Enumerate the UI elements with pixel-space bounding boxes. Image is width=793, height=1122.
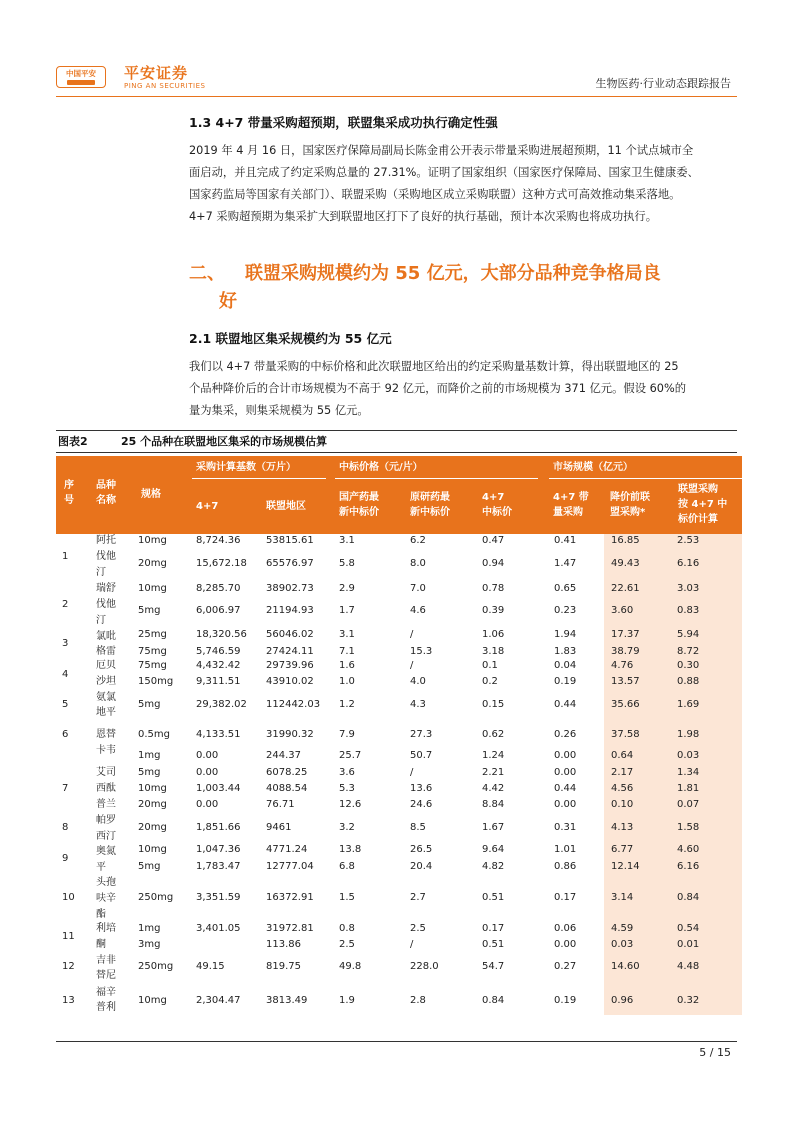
cell-mkt-alliance: 1.98 [677,729,700,740]
header-mkt-pre: 降价前联 盟采购* [610,492,650,518]
cell-drug-name: 地平 [96,707,116,718]
cell-base-alliance: 6078.25 [266,767,308,778]
cell-price-domestic: 3.1 [339,629,355,640]
cell-base-alliance: 31990.32 [266,729,314,740]
cell-spec: 75mg [138,646,167,657]
cell-mkt-pre: 16.85 [611,535,640,546]
cell-drug-name: 普兰 [96,799,116,810]
cell-seq: 4 [62,669,69,680]
header-spec: 规格 [141,489,161,500]
cell-price-original: 13.6 [410,783,433,794]
cell-price-original: 2.5 [410,923,426,934]
cell-drug-name: 头孢 [96,877,116,888]
header-price-47: 4+7 中标价 [482,492,512,518]
cell-base-alliance: 53815.61 [266,535,314,546]
cell-spec: 10mg [138,995,167,1006]
cell-mkt-alliance: 6.16 [677,861,700,872]
cell-mkt-alliance: 0.83 [677,605,700,616]
cell-price-original: 4.3 [410,699,426,710]
cell-seq: 2 [62,599,69,610]
section-2-title-line2: 好 [219,291,237,312]
cell-base-alliance: 4771.24 [266,844,308,855]
cell-base-47: 1,003.44 [196,783,241,794]
cell-spec: 150mg [138,676,174,687]
cell-base-47: 6,006.97 [196,605,241,616]
cell-base-alliance: 38902.73 [266,583,314,594]
cell-base-47: 18,320.56 [196,629,247,640]
cell-price-original: 4.0 [410,676,426,687]
cell-base-alliance: 819.75 [266,961,301,972]
cell-mkt-pre: 4.59 [611,923,634,934]
cell-price-original: / [410,629,414,640]
header-base-alliance: 联盟地区 [266,501,306,512]
cell-drug-name: 奥氮 [96,846,116,857]
cell-mkt-pre: 4.13 [611,822,634,833]
section-2-1-title: 2.1 联盟地区集采规模约为 55 亿元 [189,331,392,346]
cell-base-alliance: 65576.97 [266,558,314,569]
figure-label: 图表2 [58,435,88,448]
cell-price-domestic: 1.2 [339,699,355,710]
cell-price-47: 8.84 [482,799,505,810]
cell-mkt-alliance: 4.60 [677,844,700,855]
section-1-3-title: 1.3 4+7 带量采购超预期，联盟集采成功执行确定性强 [189,115,498,130]
paragraph-line: 4+7 采购超预期为集采扩大到联盟地区打下了良好的执行基础，预计本次采购也将成功执行。 [189,210,658,223]
cell-price-domestic: 3.6 [339,767,355,778]
cell-base-alliance: 29739.96 [266,660,314,671]
header-group-price: 中标价格（元/片） [339,462,423,473]
cell-price-domestic: 5.8 [339,558,355,569]
cell-seq: 13 [62,995,75,1006]
cell-price-47: 0.39 [482,605,505,616]
cell-price-47: 2.21 [482,767,505,778]
header-mkt-alliance: 联盟采购 按 4+7 中 标价计算 [678,484,728,525]
cell-drug-name: 汀 [96,567,106,578]
cell-base-alliance: 112442.03 [266,699,321,710]
cell-price-47: 3.18 [482,646,505,657]
cell-price-original: 20.4 [410,861,433,872]
cell-seq: 6 [62,729,69,740]
cell-price-domestic: 1.5 [339,892,355,903]
cell-price-47: 0.84 [482,995,505,1006]
cell-base-alliance: 56046.02 [266,629,314,640]
cell-base-47: 8,285.70 [196,583,241,594]
paragraph-line: 2019 年 4 月 16 日，国家医疗保障局副局长陈金甫公开表示带量采购进展超预期，11 个试点城市全 [189,144,694,157]
cell-drug-name: 酮 [96,939,106,950]
cell-price-original: / [410,767,414,778]
cell-mkt-47: 0.26 [554,729,577,740]
cell-drug-name: 酯 [96,909,106,920]
cell-base-47: 1,783.47 [196,861,241,872]
cell-mkt-alliance: 1.69 [677,699,700,710]
cell-spec: 1mg [138,923,161,934]
cell-price-domestic: 1.9 [339,995,355,1006]
cell-mkt-47: 1.47 [554,558,577,569]
cell-spec: 20mg [138,799,167,810]
cell-price-47: 0.15 [482,699,505,710]
cell-drug-name: 平 [96,862,106,873]
cell-drug-name: 恩替 [96,729,116,740]
cell-spec: 10mg [138,535,167,546]
cell-mkt-pre: 0.64 [611,750,634,761]
cell-price-original: 2.8 [410,995,426,1006]
cell-base-47: 0.00 [196,767,219,778]
cell-mkt-pre: 3.60 [611,605,634,616]
cell-price-domestic: 49.8 [339,961,362,972]
cell-base-alliance: 43910.02 [266,676,314,687]
cell-price-47: 0.94 [482,558,505,569]
cell-mkt-47: 0.86 [554,861,577,872]
cell-price-original: 6.2 [410,535,426,546]
cell-mkt-47: 0.19 [554,676,577,687]
cell-mkt-alliance: 1.58 [677,822,700,833]
cell-mkt-47: 0.44 [554,783,577,794]
cell-drug-name: 氨氯 [96,692,116,703]
cell-mkt-pre: 37.58 [611,729,640,740]
cell-price-original: 15.3 [410,646,433,657]
cell-price-domestic: 2.5 [339,939,355,950]
cell-mkt-pre: 22.61 [611,583,640,594]
cell-price-original: 228.0 [410,961,439,972]
cell-mkt-47: 0.17 [554,892,577,903]
cell-mkt-pre: 13.57 [611,676,640,687]
brand-name: 平安证券 [124,64,189,82]
cell-seq: 9 [62,853,69,864]
header-base-47: 4+7 [196,501,219,512]
cell-seq: 1 [62,551,69,562]
cell-spec: 75mg [138,660,167,671]
cell-price-domestic: 25.7 [339,750,362,761]
cell-drug-name: 格雷 [96,646,116,657]
cell-base-alliance: 113.86 [266,939,301,950]
cell-mkt-alliance: 1.81 [677,783,700,794]
cell-drug-name: 西汀 [96,831,116,842]
cell-spec: 0.5mg [138,729,170,740]
cell-mkt-47: 1.94 [554,629,577,640]
cell-mkt-alliance: 0.03 [677,750,700,761]
cell-mkt-alliance: 0.30 [677,660,700,671]
cell-mkt-47: 0.23 [554,605,577,616]
paragraph-line: 我们以 4+7 带量采购的中标价格和此次联盟地区给出的约定采购量基数计算，得出联盟地区的 25 [189,360,679,373]
header-seq: 序 号 [64,480,74,506]
cell-spec: 10mg [138,783,167,794]
cell-seq: 5 [62,699,69,710]
cell-spec: 25mg [138,629,167,640]
cell-base-47: 8,724.36 [196,535,241,546]
cell-base-47: 49.15 [196,961,225,972]
page-number: 5 / 15 [699,1046,731,1059]
cell-base-alliance: 16372.91 [266,892,314,903]
cell-base-alliance: 76.71 [266,799,295,810]
cell-price-47: 0.51 [482,939,505,950]
cell-price-domestic: 7.1 [339,646,355,657]
cell-drug-name: 西酞 [96,783,116,794]
cell-seq: 8 [62,822,69,833]
cell-base-47: 15,672.18 [196,558,247,569]
cell-seq: 11 [62,931,75,942]
cell-base-alliance: 4088.54 [266,783,308,794]
cell-price-47: 1.06 [482,629,505,640]
cell-base-47: 5,746.59 [196,646,241,657]
cell-drug-name: 阿托 [96,535,116,546]
cell-drug-name: 利培 [96,923,116,934]
cell-price-domestic: 1.6 [339,660,355,671]
cell-price-original: 2.7 [410,892,426,903]
cell-base-47: 3,351.59 [196,892,241,903]
cell-mkt-47: 1.83 [554,646,577,657]
cell-drug-name: 替尼 [96,970,116,981]
cell-price-domestic: 12.6 [339,799,362,810]
cell-mkt-47: 0.04 [554,660,577,671]
paragraph-line: 国家药监局等国家有关部门）、联盟采购（采购地区成立采购联盟）这种方式可高效推动集采落地。 [189,188,681,201]
cell-mkt-alliance: 2.53 [677,535,700,546]
cell-mkt-pre: 35.66 [611,699,640,710]
cell-mkt-alliance: 5.94 [677,629,700,640]
footer-divider [56,1041,737,1042]
cell-price-domestic: 1.0 [339,676,355,687]
cell-price-domestic: 6.8 [339,861,355,872]
cell-price-47: 1.24 [482,750,505,761]
cell-mkt-pre: 6.77 [611,844,634,855]
cell-price-47: 0.47 [482,535,505,546]
cell-mkt-pre: 0.96 [611,995,634,1006]
cell-price-original: 26.5 [410,844,433,855]
cell-price-domestic: 2.9 [339,583,355,594]
cell-price-original: / [410,660,414,671]
cell-base-47: 4,133.51 [196,729,241,740]
cell-drug-name: 伐他 [96,551,116,562]
cell-price-domestic: 13.8 [339,844,362,855]
cell-price-47: 0.17 [482,923,505,934]
cell-base-47: 9,311.51 [196,676,241,687]
cell-spec: 20mg [138,558,167,569]
cell-spec: 5mg [138,699,161,710]
cell-mkt-alliance: 0.84 [677,892,700,903]
cell-drug-name: 卡韦 [96,745,116,756]
cell-mkt-alliance: 6.16 [677,558,700,569]
cell-mkt-47: 0.00 [554,939,577,950]
cell-drug-name: 呋辛 [96,893,116,904]
cell-base-alliance: 31972.81 [266,923,314,934]
cell-mkt-alliance: 0.88 [677,676,700,687]
cell-base-alliance: 21194.93 [266,605,314,616]
cell-mkt-alliance: 0.07 [677,799,700,810]
cell-price-original: 50.7 [410,750,433,761]
cell-drug-name: 帕罗 [96,815,116,826]
cell-base-alliance: 3813.49 [266,995,308,1006]
cell-drug-name: 沙坦 [96,676,116,687]
cell-base-47: 2,304.47 [196,995,241,1006]
cell-price-47: 0.51 [482,892,505,903]
cell-price-domestic: 5.3 [339,783,355,794]
cell-price-original: 24.6 [410,799,433,810]
cell-seq: 12 [62,961,75,972]
header-price-original: 原研药最 新中标价 [410,492,450,518]
cell-mkt-pre: 14.60 [611,961,640,972]
paragraph-line: 个品种降价后的合计市场规模为不高于 92 亿元，而降价之前的市场规模为 371 亿元。假设 60%的 [189,382,686,395]
cell-base-47: 1,851.66 [196,822,241,833]
header-group-base: 采购计算基数（万片） [196,462,296,473]
cell-price-47: 1.67 [482,822,505,833]
cell-price-domestic: 0.8 [339,923,355,934]
cell-spec: 5mg [138,861,161,872]
cell-price-original: / [410,939,414,950]
cell-drug-name: 普利 [96,1002,116,1013]
paragraph-line: 量为集采，则集采规模为 55 亿元。 [189,404,369,417]
cell-drug-name: 汀 [96,615,106,626]
cell-drug-name: 厄贝 [96,660,116,671]
cell-price-47: 54.7 [482,961,505,972]
cell-base-alliance: 9461 [266,822,292,833]
cell-mkt-alliance: 0.54 [677,923,700,934]
cell-drug-name: 艾司 [96,767,116,778]
cell-mkt-pre: 4.56 [611,783,634,794]
cell-mkt-47: 0.19 [554,995,577,1006]
logo-text: 中国平安 [66,69,96,78]
cell-base-47: 3,401.05 [196,923,241,934]
cell-mkt-47: 0.44 [554,699,577,710]
cell-price-47: 0.78 [482,583,505,594]
cell-price-47: 0.1 [482,660,498,671]
cell-price-47: 4.42 [482,783,505,794]
paragraph-line: 面启动，并且完成了约定采购总量的 27.31%。证明了国家组织（国家医疗保障局、国家卫生健康委、 [189,166,699,179]
cell-price-domestic: 1.7 [339,605,355,616]
cell-mkt-47: 0.06 [554,923,577,934]
cell-base-47: 0.00 [196,750,219,761]
cell-mkt-47: 0.65 [554,583,577,594]
cell-spec: 5mg [138,767,161,778]
cell-spec: 10mg [138,844,167,855]
cell-mkt-47: 0.00 [554,767,577,778]
cell-price-47: 4.82 [482,861,505,872]
cell-base-alliance: 12777.04 [266,861,314,872]
cell-spec: 1mg [138,750,161,761]
header-group-market: 市场规模（亿元） [553,462,633,473]
cell-price-domestic: 3.2 [339,822,355,833]
cell-mkt-47: 1.01 [554,844,577,855]
cell-base-47: 0.00 [196,799,219,810]
cell-mkt-alliance: 0.32 [677,995,700,1006]
cell-spec: 3mg [138,939,161,950]
header-name: 品种 名称 [96,480,116,506]
section-2-title-line1: 联盟采购规模约为 55 亿元，大部分品种竞争格局良 [245,263,661,284]
cell-drug-name: 瑞舒 [96,583,116,594]
cell-price-47: 0.2 [482,676,498,687]
cell-price-original: 7.0 [410,583,426,594]
header-price-domestic: 国产药最 新中标价 [339,492,379,518]
cell-spec: 250mg [138,892,174,903]
brand-name-en: PING AN SECURITIES [124,82,206,90]
cell-mkt-pre: 3.14 [611,892,634,903]
cell-seq: 3 [62,638,69,649]
cell-price-domestic: 7.9 [339,729,355,740]
cell-price-original: 27.3 [410,729,433,740]
cell-mkt-pre: 0.10 [611,799,634,810]
cell-mkt-47: 0.00 [554,750,577,761]
cell-mkt-pre: 0.03 [611,939,634,950]
cell-mkt-47: 0.31 [554,822,577,833]
cell-base-47: 1,047.36 [196,844,241,855]
cell-base-alliance: 244.37 [266,750,301,761]
cell-mkt-47: 0.27 [554,961,577,972]
cell-drug-name: 伐他 [96,599,116,610]
cell-mkt-alliance: 8.72 [677,646,700,657]
cell-mkt-pre: 49.43 [611,558,640,569]
cell-mkt-alliance: 0.01 [677,939,700,950]
cell-mkt-47: 0.41 [554,535,577,546]
cell-spec: 250mg [138,961,174,972]
cell-mkt-pre: 12.14 [611,861,640,872]
cell-drug-name: 福辛 [96,987,116,998]
cell-price-original: 8.5 [410,822,426,833]
cell-mkt-pre: 2.17 [611,767,634,778]
cell-base-alliance: 27424.11 [266,646,314,657]
cell-mkt-47: 0.00 [554,799,577,810]
cell-mkt-pre: 38.79 [611,646,640,657]
report-type: 生物医药·行业动态跟踪报告 [595,77,731,90]
cell-seq: 10 [62,892,75,903]
cell-price-original: 8.0 [410,558,426,569]
cell-price-47: 9.64 [482,844,505,855]
cell-spec: 20mg [138,822,167,833]
cell-seq: 7 [62,783,69,794]
cell-mkt-alliance: 1.34 [677,767,700,778]
cell-drug-name: 氯吡 [96,631,116,642]
cell-price-original: 4.6 [410,605,426,616]
cell-spec: 5mg [138,605,161,616]
figure-title: 25 个品种在联盟地区集采的市场规模估算 [121,435,328,448]
cell-base-47: 29,382.02 [196,699,247,710]
cell-mkt-alliance: 3.03 [677,583,700,594]
cell-drug-name: 吉非 [96,955,116,966]
cell-mkt-pre: 4.76 [611,660,634,671]
cell-spec: 10mg [138,583,167,594]
cell-mkt-alliance: 4.48 [677,961,700,972]
header-mkt-47: 4+7 带 量采购 [553,492,589,518]
cell-price-domestic: 3.1 [339,535,355,546]
cell-mkt-pre: 17.37 [611,629,640,640]
cell-base-47: 4,432.42 [196,660,241,671]
cell-price-47: 0.62 [482,729,505,740]
section-2-number: 二、 [189,263,225,284]
